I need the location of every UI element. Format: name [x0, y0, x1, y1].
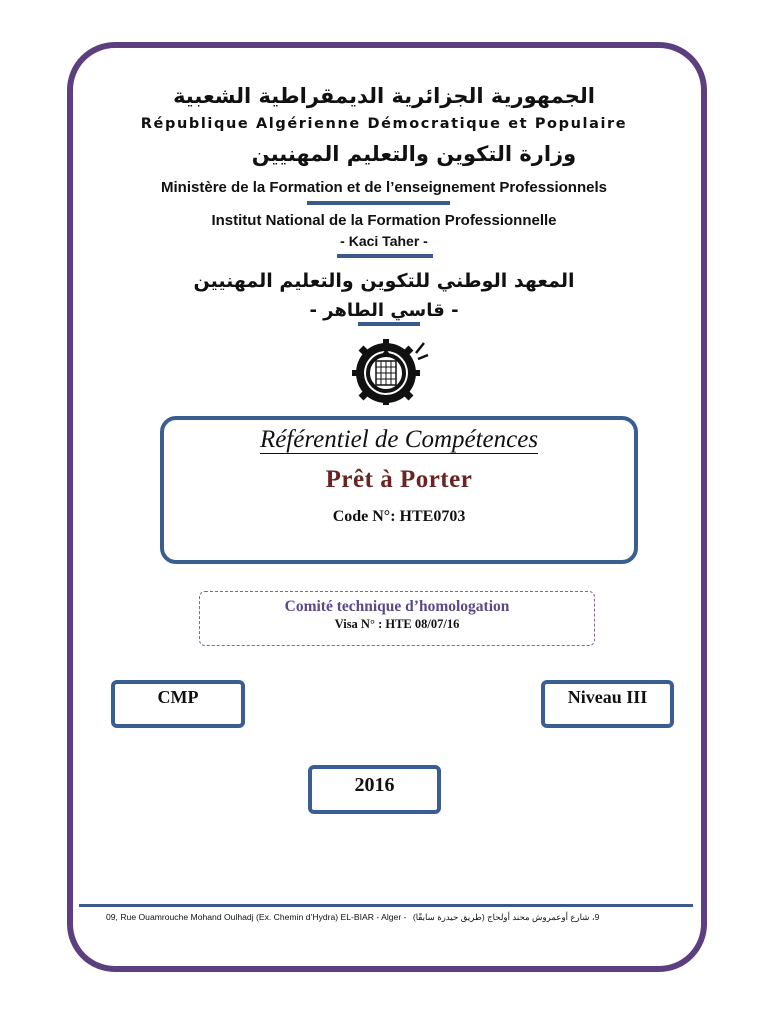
year-badge: 2016 [308, 765, 441, 814]
footer-rule [79, 904, 693, 907]
referentiel-code: Code N°: HTE0703 [332, 508, 466, 525]
divider-rule [358, 322, 420, 326]
divider-rule [337, 254, 433, 258]
visa-number: Visa N° : HTE 08/07/16 [334, 617, 460, 631]
footer-address-ar: 9، شارع أوعمروش محند أولحاج (طريق حيدرة سابقًا) [412, 912, 600, 922]
referentiel-title: Référentiel de Compétences [259, 426, 539, 453]
ministry-title-fr: Ministère de la Formation et de l’enseignement Professionnels [161, 179, 607, 196]
specialty-title: Prêt à Porter [325, 466, 473, 493]
republic-title-fr: République Algérienne Démocratique et Populaire [140, 116, 628, 132]
ministry-title-ar: وزارة التكوين والتعليم المهنيين [251, 142, 577, 166]
institute-name-fr: - Kaci Taher - [340, 233, 428, 249]
institute-title-ar: المعهد الوطني للتكوين والتعليم المهنيين [193, 270, 575, 292]
referentiel-box [160, 416, 638, 564]
footer-address-fr: 09, Rue Ouamrouche Mohand Oulhadj (Ex. Chemin d’Hydra) EL-BIAR - Alger - [106, 912, 407, 922]
institute-name-ar: - قاسي الطاهر - [309, 300, 459, 321]
institute-title-fr: Institut National de la Formation Professionnelle [211, 212, 557, 229]
diploma-badge: CMP [111, 680, 245, 728]
institute-gear-emblem-icon [350, 337, 432, 405]
homologation-box [199, 591, 595, 646]
republic-title-ar: الجمهورية الجزائرية الديمقراطية الشعبية [173, 84, 595, 108]
level-badge: Niveau III [541, 680, 674, 728]
committee-label: Comité technique d’homologation [284, 598, 510, 615]
footer-address [106, 912, 599, 923]
divider-rule [307, 201, 450, 205]
